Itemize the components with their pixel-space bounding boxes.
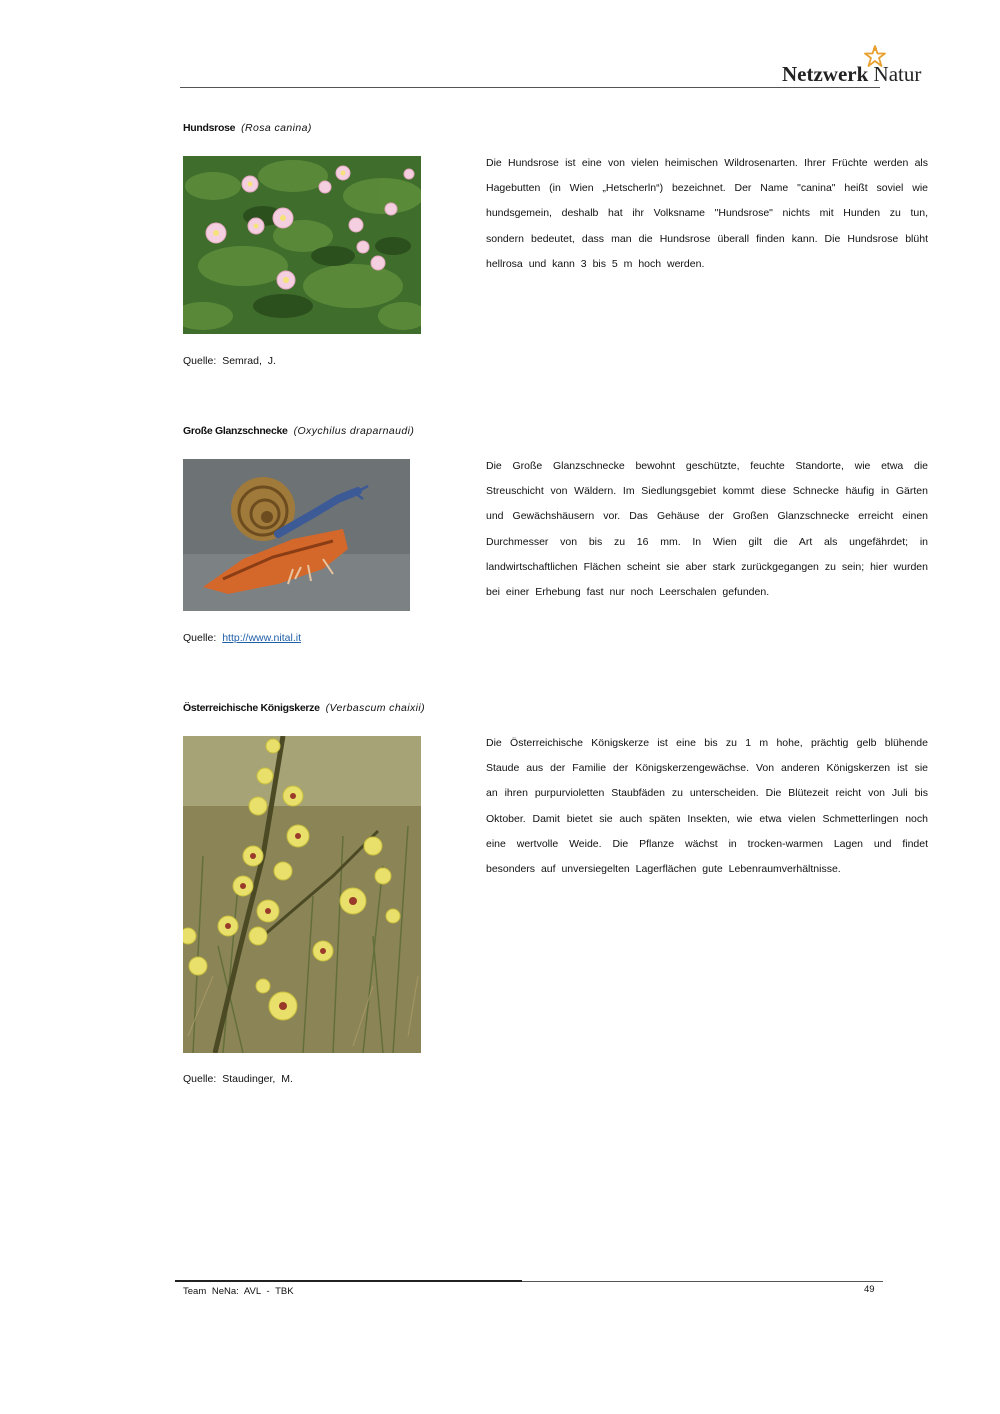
latin-name: (Oxychilus draparnaudi) — [293, 425, 415, 437]
footer-rule — [175, 1280, 522, 1282]
photo-glanzschnecke — [183, 459, 410, 611]
source-hundsrose — [183, 355, 276, 367]
common-name: Große Glanzschnecke — [183, 425, 288, 437]
source-label: Quelle: — [183, 632, 217, 644]
logo-regular-word: Natur — [873, 62, 922, 86]
photo-hundsrose — [183, 156, 421, 334]
source-value: Staudinger, M. — [222, 1073, 293, 1085]
latin-name: (Rosa canina) — [241, 122, 312, 134]
source-value: Semrad, J. — [222, 355, 276, 367]
source-koenigskerze — [183, 1073, 293, 1085]
species-heading-glanzschnecke — [183, 425, 414, 437]
source-glanzschnecke — [183, 632, 301, 644]
common-name: Österreichische Königskerze — [183, 702, 320, 714]
source-label: Quelle: — [183, 1073, 217, 1085]
header-rule — [180, 87, 880, 88]
species-heading-koenigskerze — [183, 702, 425, 714]
source-label: Quelle: — [183, 355, 217, 367]
logo-bold-word: Netzwerk — [782, 62, 869, 86]
species-heading-hundsrose — [183, 122, 312, 134]
description-glanzschnecke: Die Große Glanzschnecke bewohnt geschützte, feuchte Standorte, wie etwa die Streuschicht von Wäldern. Im Siedlungsgebiet kommt diese Schnecke häufig in Gärten und Gewächshäusern vor. Das Gehäuse der Großen Glanzschnecke erreicht einen Durchmesser von bis zu 16 mm. In Wien gilt die Art als ungefährdet; in landwirtschaftlichen Flächen scheint sie aber stark zurückgegangen zu sein; hier wurden bei einer Erhebung fast nur noch Leerschalen gefunden. — [486, 460, 928, 599]
latin-name: (Verbascum chaixii) — [325, 702, 426, 714]
common-name: Hundsrose — [183, 122, 236, 134]
footer-team: Team NeNa: AVL - TBK — [183, 1286, 294, 1297]
logo-text — [782, 62, 921, 87]
footer-rule-thin — [522, 1281, 883, 1282]
source-link[interactable]: http://www.nital.it — [222, 632, 301, 644]
netzwerk-natur-logo — [782, 44, 932, 88]
photo-koenigskerze — [183, 736, 421, 1053]
page-number: 49 — [864, 1284, 875, 1295]
description-koenigskerze: Die Österreichische Königskerze ist eine bis zu 1 m hohe, prächtig gelb blühende Staude aus der Familie der Königskerzengewächse. Von anderen Königskerzen ist sie an ihren purpurvioletten Staubfäden zu unterscheiden. Die Blütezeit reicht von Juli bis Oktober. Damit bietet sie auch späten Insekten, wie etwa vielen Schmetterlingen noch eine wertvolle Weide. Die Pflanze wächst in trocken-warmen Lagen und findet besonders auf unversiegelten Lagerflächen gute Lebenraumverhältnisse. — [486, 737, 928, 876]
description-hundsrose: Die Hundsrose ist eine von vielen heimischen Wildrosenarten. Ihrer Früchte werden als Hagebutten (in Wien „Hetscherln“) bezeichnet. Der Name "canina" heißt soviel wie hundsgemein, deshalb hat ihr Volksname "Hundsrose" nichts mit Hunden zu tun, sondern bedeutet, dass man die Hundsrose überall finden kann. Die Hundsrose blüht hellrosa und kann 3 bis 5 m hoch werden. — [486, 157, 928, 270]
